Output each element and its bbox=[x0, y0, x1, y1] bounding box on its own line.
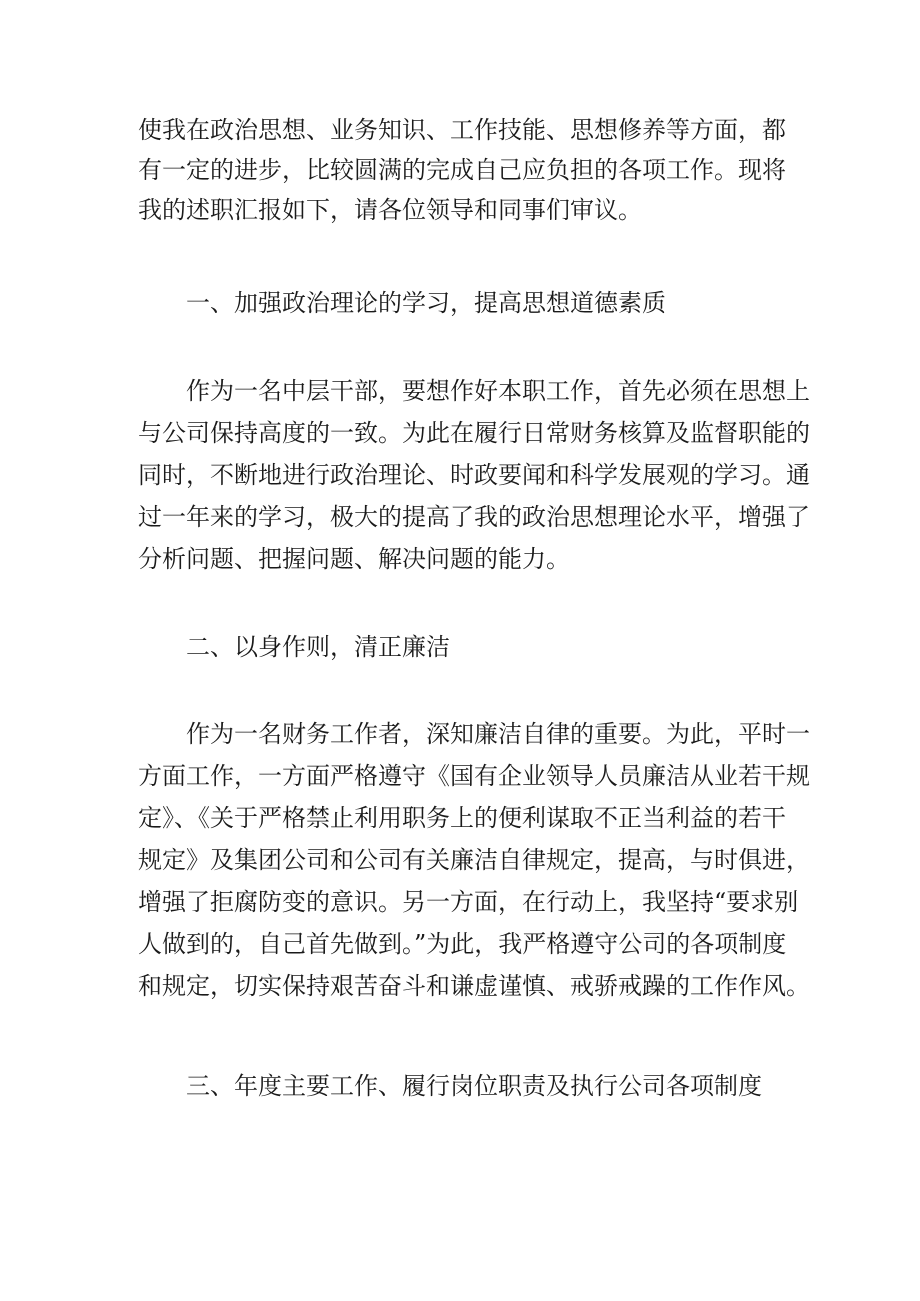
section2-line-4: 规定》及集团公司和公司有关廉洁自律规定，提高，与时俱进， bbox=[138, 846, 810, 874]
section2-line-1: 作为一名财务工作者，深知廉洁自律的重要。为此，平时一 bbox=[138, 720, 810, 748]
intro-line-2: 有一定的进步，比较圆满的完成自己应负担的各项工作。现将 bbox=[138, 156, 786, 184]
section1-line-5: 分析问题、把握问题、解决问题的能力。 bbox=[138, 545, 570, 573]
section1-line-4: 过一年来的学习，极大的提高了我的政治思想理论水平，增强了 bbox=[138, 503, 810, 531]
section2-line-3: 定》、《关于严格禁止利用职务上的便利谋取不正当利益的若干 bbox=[138, 804, 786, 832]
section2-line-7: 和规定，切实保持艰苦奋斗和谦虚谨慎、戒骄戒躁的工作作风。 bbox=[138, 972, 810, 1000]
section2-heading: 二、以身作则，清正廉洁 bbox=[138, 633, 450, 661]
section1-heading: 一、加强政治理论的学习，提高思想道德素质 bbox=[138, 289, 666, 317]
section3-heading: 三、年度主要工作、履行岗位职责及执行公司各项制度 bbox=[138, 1072, 762, 1100]
section1-line-1: 作为一名中层干部，要想作好本职工作，首先必须在思想上 bbox=[138, 377, 810, 405]
section2-line-6: 人做到的，自己首先做到。”为此，我严格遵守公司的各项制度 bbox=[138, 930, 787, 958]
intro-line-3: 我的述职汇报如下，请各位领导和同事们审议。 bbox=[138, 196, 642, 224]
section2-line-2: 方面工作，一方面严格遵守《国有企业领导人员廉洁从业若干规 bbox=[138, 762, 810, 790]
intro-line-1: 使我在政治思想、业务知识、工作技能、思想修养等方面，都 bbox=[138, 116, 786, 144]
section2-line-5: 增强了拒腐防变的意识。另一方面，在行动上，我坚持“要求别 bbox=[138, 888, 799, 916]
section1-line-2: 与公司保持高度的一致。为此在履行日常财务核算及监督职能的 bbox=[138, 419, 810, 447]
section1-line-3: 同时，不断地进行政治理论、时政要闻和科学发展观的学习。通 bbox=[138, 461, 810, 489]
